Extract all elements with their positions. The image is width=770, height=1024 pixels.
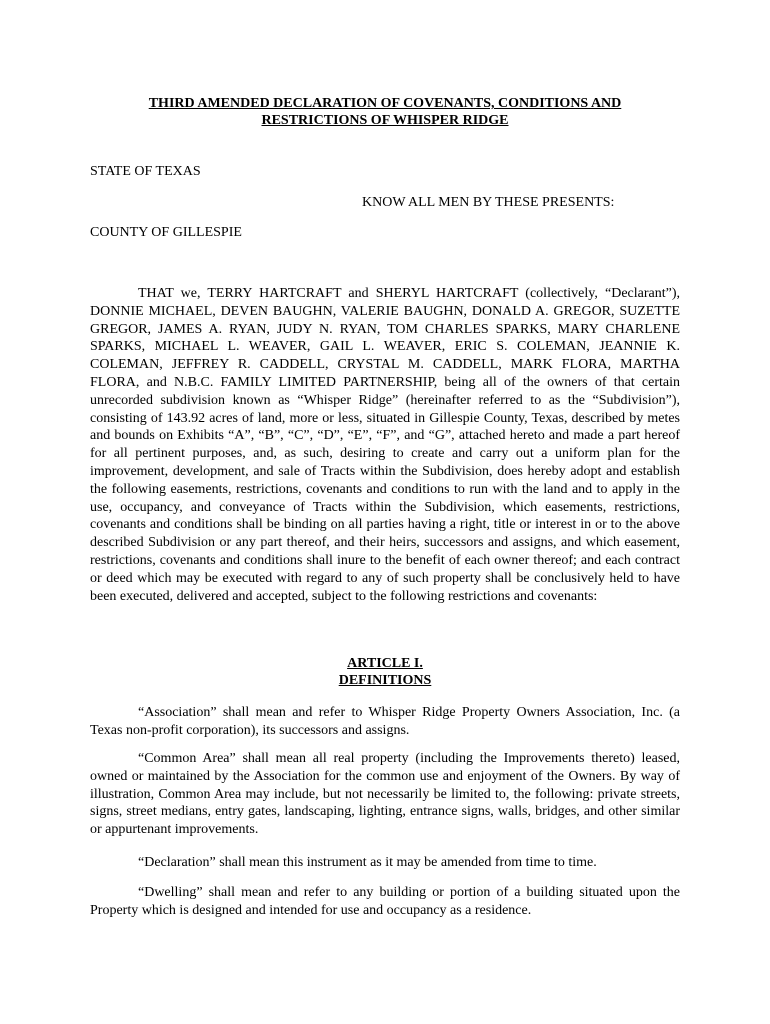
article-number: ARTICLE I. [347, 656, 423, 671]
title-line-2: RESTRICTIONS OF WHISPER RIDGE [261, 113, 509, 128]
definition-dwelling: “Dwelling” shall mean and refer to any building or portion of a building situated upon the Property which is designed and intended for use and occupancy as a residence. [90, 885, 680, 918]
article-title: DEFINITIONS [338, 673, 432, 688]
state-line: STATE OF TEXAS [90, 164, 201, 179]
recital-paragraph: THAT we, TERRY HARTCRAFT and SHERYL HARTCRAFT (collectively, “Declarant”), DONNIE MICHAEL, DEVEN BAUGHN, VALERIE BAUGHN, DONALD A. GREGOR, SUZETTE GREGOR, JAMES A. RYAN, JUDY N. RYAN, TOM CHARLES SPARKS, MARY CHARLENE SPARKS, MICHAEL L. WEAVER, GAIL L. WEAVER, ERIC S. COLEMAN, JEANNIE K. COLEMAN, JEFFREY R. CADDELL, CRYSTAL M. CADDELL, MARK FLORA, MARTHA FLORA, and N.B.C. FAMILY LIMITED PARTNERSHIP, being all of the owners of that certain unrecorded subdivision known as “Whisper Ridge” (hereinafter referred to as the “Subdivision”), consisting of 143.92 acres of land, more or less, situated in Gillespie County, Texas, described by metes and bounds on Exhibits “A”, “B”, “C”, “D”, “E”, “F”, and “G”, attached hereto and made a part hereof for all pertinent purposes, and, as such, desiring to create and carry out a uniform plan for the improvement, development, and sale of Tracts within the Subdivision, does hereby adopt and establish the following easements, restrictions, covenants and conditions to run with the land and to apply in the use, occupancy, and conveyance of Tracts within the Subdivision, which easements, restrictions, covenants and conditions shall be binding on all parties having a right, title or interest in or to the above described Subdivision or any part thereof, and their heirs, successors and assigns, and which easement, restrictions, covenants and conditions shall inure to the benefit of each owner thereof; and each contract or deed which may be executed with regard to any of such property shall be conclusively held to have been executed, delivered and accepted, subject to the following restrictions and covenants: [90, 286, 680, 604]
definition-association: “Association” shall mean and refer to Whisper Ridge Property Owners Association, Inc. (a Texas non-profit corporation), its successors and assigns. [90, 705, 680, 738]
county-line: COUNTY OF GILLESPIE [90, 225, 242, 240]
article-heading [90, 655, 680, 689]
document-title [90, 95, 680, 129]
title-line-1: THIRD AMENDED DECLARATION OF COVENANTS, CONDITIONS AND [148, 96, 622, 111]
definition-common-area: “Common Area” shall mean all real property (including the Improvements thereto) leased, owned or maintained by the Association for the common use and enjoyment of the Owners. By way of illustration, Common Area may include, but not necessarily be limited to, the following: private streets, signs, street medians, entry gates, landscaping, lighting, entrance signs, walls, bridges, and other similar or appurtenant improvements. [90, 751, 680, 838]
definition-declaration: “Declaration” shall mean this instrument as it may be amended from time to time. [138, 855, 597, 870]
presents-line: KNOW ALL MEN BY THESE PRESENTS: [362, 195, 615, 210]
